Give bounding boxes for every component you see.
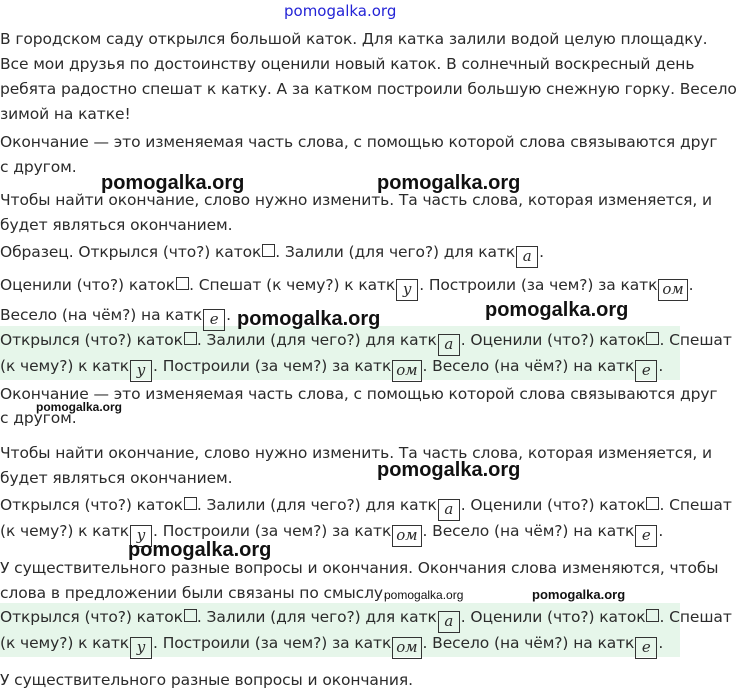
rule-line: Окончание — это изменяемая часть слова, с помощью которой слова связываются друг [0, 133, 718, 151]
ending-box: е [635, 360, 657, 382]
watermark: pomogalka.org [128, 539, 272, 561]
empty-ending-box [646, 497, 659, 510]
watermark: pomogalka.org [384, 588, 464, 602]
conclusion-line: слова в предложении были связаны по смыслу. [0, 584, 388, 602]
empty-ending-box [646, 609, 659, 622]
rule-line: Чтобы найти окончание, слово нужно изменить. Та часть слова, которая изменяется, и [0, 444, 713, 462]
answer-line: Открылся (что?) каток . Залили (для чего?) для катк а . Оценили (что?) каток . Спешат [0, 605, 680, 630]
empty-ending-box [184, 332, 197, 345]
empty-ending-box [176, 277, 189, 290]
task-line: Оценили (что?) каток . Спешат (к чему?) к катк у . Построили (за чем?) за катк ом . [0, 273, 680, 298]
watermark: pomogalka.org [485, 299, 629, 321]
empty-ending-box [262, 244, 275, 257]
ending-box: а [516, 246, 538, 268]
ending-box: у [130, 525, 152, 547]
ending-box: а [438, 499, 460, 521]
rule-line: Окончание — это изменяемая часть слова, с помощью которой слова связываются друг [0, 385, 718, 403]
rule-line: будет являться окончанием. [0, 469, 233, 487]
text-line: Все мои друзья по достоинству оценили новый каток. В солнечный воскресный день [0, 55, 695, 73]
watermark: pomogalka.org [237, 308, 381, 330]
empty-ending-box [646, 332, 659, 345]
ending-box: ом [658, 279, 687, 301]
ending-box: ом [392, 637, 421, 659]
watermark: pomogalka.org [377, 172, 521, 194]
empty-ending-box [184, 609, 197, 622]
ending-box: у [130, 637, 152, 659]
text-line: ребята радостно спешат к катку. А за катком построили большую снежную горку. Весело [0, 80, 737, 98]
ending-box: е [635, 637, 657, 659]
rule-line: с другом. [0, 158, 77, 176]
ending-box: а [438, 611, 460, 633]
rule-line: с другом. [0, 409, 77, 427]
empty-ending-box [184, 497, 197, 510]
ending-box: е [635, 525, 657, 547]
site-link[interactable]: pomogalka.org [284, 2, 397, 20]
ending-box: ом [392, 525, 421, 547]
text-line: зимой на катке! [0, 105, 131, 123]
ending-box: е [203, 309, 225, 331]
ending-box: у [130, 360, 152, 382]
watermark: pomogalka.org [532, 587, 626, 602]
answer-line: Открылся (что?) каток . Залили (для чего?) для катк а . Оценили (что?) каток . Спешат [0, 493, 680, 518]
example-line: Образец. Открылся (что?) каток . Залили (для чего?) для катк а . [0, 240, 680, 265]
text-line: В городском саду открылся большой каток. Для катка залили водой целую площадку. [0, 30, 708, 48]
answer-line: Открылся (что?) каток . Залили (для чего?) для катк а . Оценили (что?) каток . Спешат [0, 328, 680, 353]
watermark: pomogalka.org [36, 400, 123, 414]
ending-box: у [396, 279, 418, 301]
task-line: Весело (на чём?) на катк е . [0, 303, 680, 328]
answer-line: (к чему?) к катк у . Построили (за чем?) за катк ом . Весело (на чём?) на катк е . [0, 354, 680, 379]
watermark: pomogalka.org [377, 459, 521, 481]
watermark: pomogalka.org [101, 172, 245, 194]
rule-line: будет являться окончанием. [0, 216, 233, 234]
answer-line: (к чему?) к катк у . Построили (за чем?) за катк ом . Весело (на чём?) на катк е . [0, 631, 680, 656]
ending-box: а [438, 334, 460, 356]
ending-box: ом [392, 360, 421, 382]
conclusion-line: У существительного разные вопросы и окончания. [0, 671, 413, 689]
conclusion-line: У существительного разные вопросы и окончания. Окончания слова изменяются, чтобы [0, 559, 719, 577]
rule-line: Чтобы найти окончание, слово нужно изменить. Та часть слова, которая изменяется, и [0, 191, 713, 209]
answer-line: (к чему?) к катк у . Построили (за чем?) за катк ом . Весело (на чём?) на катк е . [0, 519, 680, 544]
